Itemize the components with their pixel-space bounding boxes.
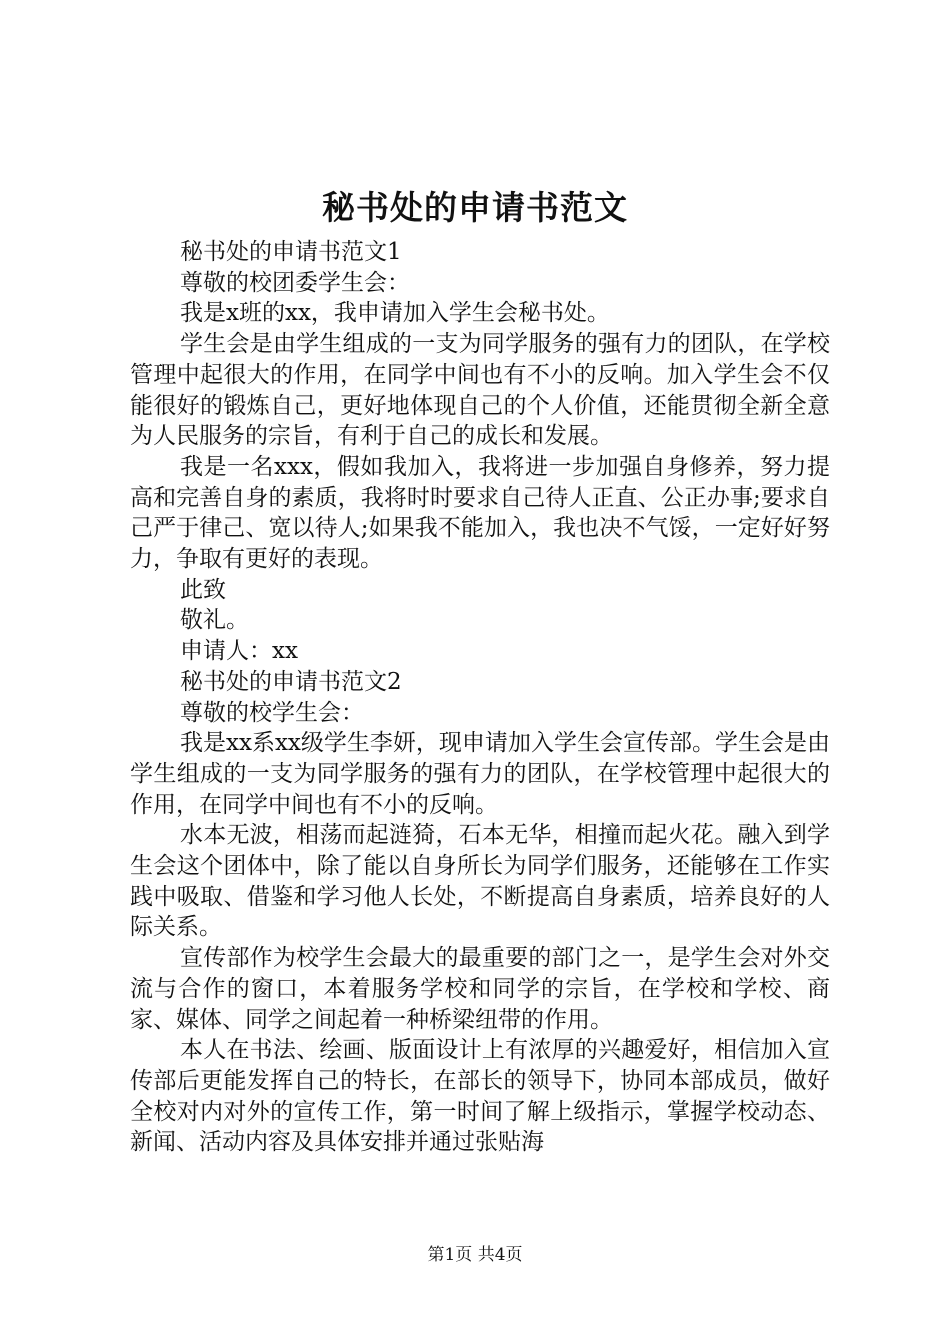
document-title: 秘书处的申请书范文 (322, 188, 628, 227)
document-body (130, 237, 830, 1158)
paragraph: 我是x班的xx，我申请加入学生会秘书处。 (180, 300, 610, 327)
paragraph-salutation-2: 尊敬的校学生会： (180, 699, 364, 726)
paragraph-heading-2: 秘书处的申请书范文2 (180, 668, 402, 695)
paragraph-salutation-1: 尊敬的校团委学生会： (180, 269, 410, 296)
paragraph-heading-1: 秘书处的申请书范文1 (180, 239, 402, 265)
paragraph-signature: 申请人：xx (180, 638, 298, 665)
paragraph: 水本无波，相荡而起涟猗，石本无华，相撞而起火花。融入到学生会这个团体中，除了能以自身所长为同学们服务，还能够在工作实践中吸取、借鉴和学习他人长处，不断提高自身素质，培养良好的人际关系。 (130, 822, 830, 941)
paragraph: 学生会是由学生组成的一支为同学服务的强有力的团队，在学校管理中起很大的作用，在同学中间也有不小的反响。加入学生会不仅能很好的锻炼自己，更好地体现自己的个人价值，还能贯彻全新全意为人民服务的宗旨，有利于自己的成长和发展。 (130, 331, 830, 450)
paragraph-closing: 此致 (180, 576, 226, 603)
paragraph-closing: 敬礼。 (180, 607, 249, 634)
paragraph: 我是xx系xx级学生李妍，现申请加入学生会宣传部。学生会是由学生组成的一支为同学服务的强有力的团队，在学校管理中起很大的作用，在同学中间也有不小的反响。 (130, 730, 830, 818)
page-footer: 第1页 共4页 (427, 1245, 523, 1265)
paragraph: 宣传部作为校学生会最大的最重要的部门之一，是学生会对外交流与合作的窗口，本着服务学校和同学的宗旨，在学校和学校、商家、媒体、同学之间起着一种桥梁纽带的作用。 (130, 945, 830, 1033)
paragraph: 我是一名xxx，假如我加入，我将进一步加强自身修养，努力提高和完善自身的素质，我将时时要求自己待人正直、公正办事;要求自己严于律己、宽以待人;如果我不能加入，我也决不气馁，一定好好努力，争取有更好的表现。 (130, 453, 830, 573)
paragraph: 本人在书法、绘画、版面设计上有浓厚的兴趣爱好，相信加入宣传部后更能发挥自己的特长，在部长的领导下，协同本部成员，做好全校对内对外的宣传工作，第一时间了解上级指示，掌握学校动态、新闻、活动内容及具体安排并通过张贴海 (130, 1037, 830, 1156)
